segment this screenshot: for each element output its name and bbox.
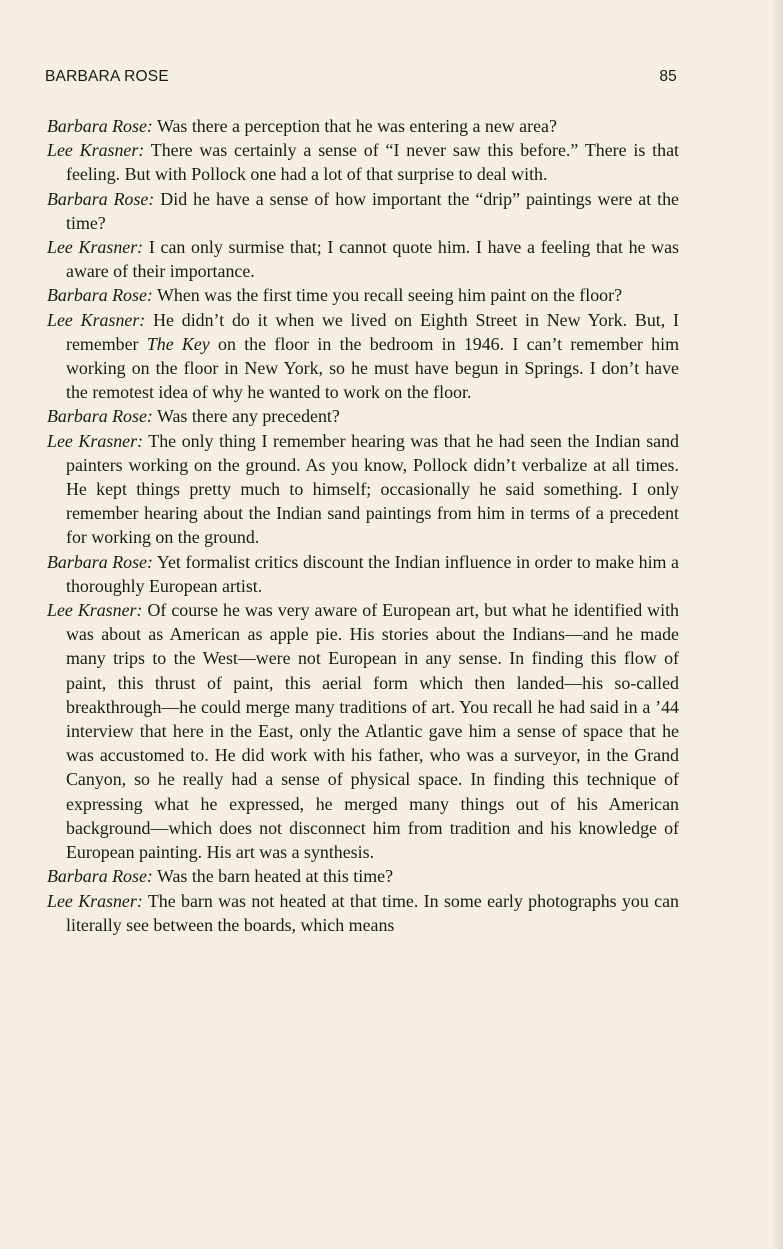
running-header (45, 68, 677, 92)
transcript-paragraph (47, 889, 679, 937)
speaker-label: Barbara Rose: (47, 285, 153, 306)
transcript-paragraph (47, 550, 679, 598)
paragraph-text: Did he have a sense of how important the “drip” paintings were at the time? (66, 188, 680, 233)
speaker-label: Barbara Rose: (47, 188, 155, 209)
page-number: 85 (659, 68, 677, 85)
paragraph-text: When was the first time you recall seeing him paint on the floor? (152, 285, 623, 306)
speaker-label: Barbara Rose: (47, 551, 153, 572)
speaker-label: Lee Krasner: (47, 237, 144, 258)
speaker-label: Barbara Rose: (47, 116, 153, 136)
transcript-paragraph (47, 429, 679, 550)
speaker-label: Lee Krasner: (47, 600, 143, 621)
paragraph-text: He didn’t do it when we lived on Eighth Street in New York. But, I remember (66, 309, 679, 354)
speaker-label: Lee Krasner: (47, 430, 144, 451)
paragraph-text: I can only surmise that; I cannot quote him. I have a feeling that he was aware of their importance. (66, 237, 679, 282)
transcript-paragraph (47, 404, 679, 428)
transcript-paragraph (47, 283, 679, 307)
speaker-label: Lee Krasner: (47, 890, 143, 911)
paragraph-text: The barn was not heated at that time. In some early photographs you can literally see between the boards, which means (66, 890, 680, 935)
transcript-paragraph (47, 138, 679, 186)
transcript-paragraph (47, 235, 679, 283)
transcript-paragraph (47, 864, 679, 888)
paragraph-text: Was there a perception that he was entering a new area? (152, 116, 557, 136)
transcript-paragraph (47, 187, 679, 235)
speaker-label: Barbara Rose: (47, 866, 153, 887)
interview-transcript (47, 114, 679, 937)
running-head-title: BARBARA ROSE (45, 68, 169, 85)
page-edge-shadow (773, 0, 783, 1249)
paragraph-text: Was the barn heated at this time? (152, 866, 394, 887)
paragraph-text: Of course he was very aware of European art, but what he identified with was about as American as apple pie. His stories about the Indians—and he made many trips to the West—were not European in any sense. In finding this flow of paint, this thrust of paint, this aerial form which then landed—his so-called breakthrough—he could merge many traditions of art. You recall he had said in a ’44 interview that here in the East, only the Atlantic gave him a sense of space that he was accustomed to. He did work with his father, who was a surveyor, in the Grand Canyon, so he really had a sense of physical space. In finding this technique of expressing what he expressed, he merged many things out of his American background—which does not disconnect him from tradition and his knowledge of European painting. His art was a synthesis. (66, 600, 679, 863)
paragraph-text: The only thing I remember hearing was that he had seen the Indian sand painters working on the ground. As you know, Pollock didn’t verbalize at all times. He kept things pretty much to himself; occasionally he said something. I only remember hearing about the Indian sand paintings from him in terms of a precedent for working on the ground. (66, 430, 679, 548)
speaker-label: Lee Krasner: (47, 140, 145, 161)
speaker-label: Lee Krasner: (47, 309, 146, 330)
transcript-paragraph (47, 114, 679, 138)
paragraph-text: on the floor in the bedroom in 1946. I can’t remember him working on the floor in New York, so he must have begun in Springs. I don’t have the remotest idea of why he wanted to work on the floor. (66, 333, 679, 403)
transcript-paragraph (47, 308, 679, 405)
transcript-paragraph (47, 598, 679, 864)
paragraph-text: There was certainly a sense of “I never saw this before.” There is that feeling. But with Pollock one had a lot of that surprise to deal with. (66, 140, 679, 185)
speaker-label: Barbara Rose: (47, 406, 153, 427)
artwork-title: The Key (146, 333, 210, 354)
paragraph-text: Yet formalist critics discount the Indian influence in order to make him a thoroughly European artist. (66, 551, 679, 596)
paragraph-text: Was there any precedent? (152, 406, 340, 427)
